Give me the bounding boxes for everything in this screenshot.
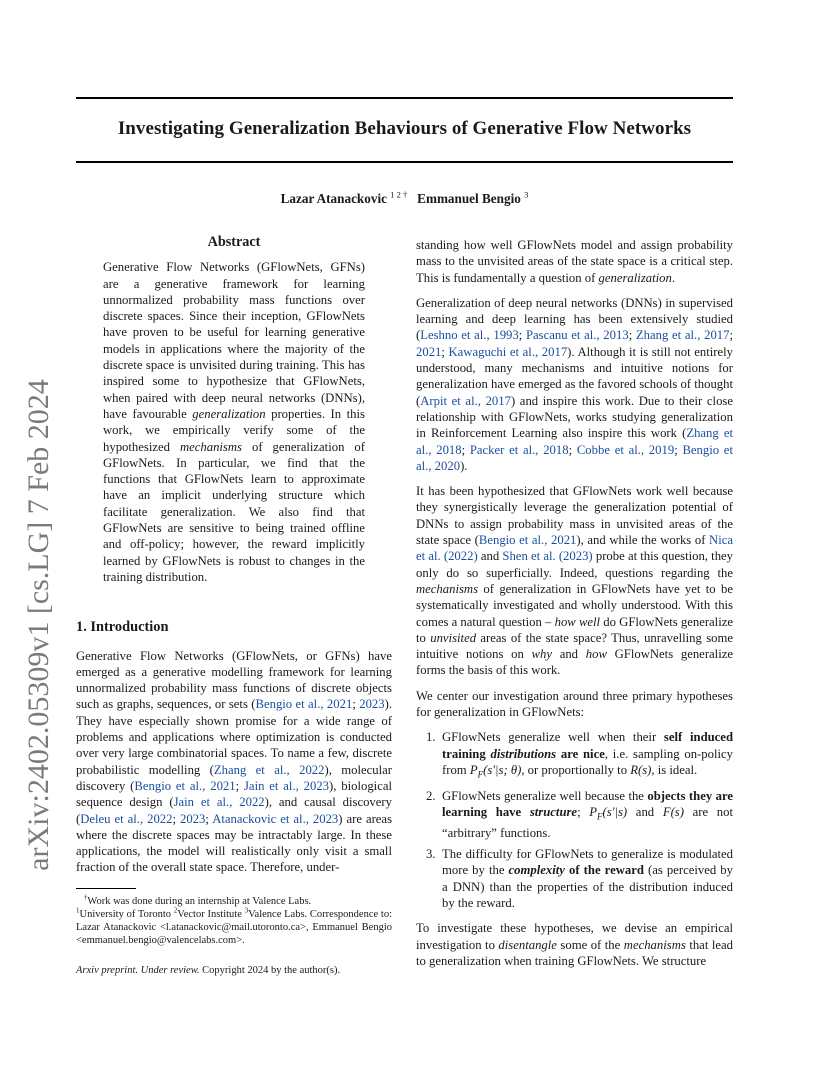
body-text: Generalization of deep neural networks (DNNs) in supervised learning and deep learning has been extensively studied ( xyxy=(416,295,733,343)
body-text: probe at this question, they only do so superficially. Indeed, questions regarding the xyxy=(416,549,734,580)
body-paragraph: We center our investigation around three primary hypotheses for generalization in GFlowNets: xyxy=(416,688,733,720)
body-text: ; xyxy=(172,811,181,826)
citation-link[interactable]: Jain et al., 2022 xyxy=(173,795,265,810)
math-expression: F(s) xyxy=(662,805,684,820)
body-text: ; xyxy=(674,442,683,457)
citation-link[interactable]: Leshno et al., 1993 xyxy=(420,328,519,343)
citation-link[interactable]: Bengio et al., 2020 xyxy=(416,442,733,473)
bold-text: objects they are learning have xyxy=(442,788,734,820)
citation-link[interactable]: Bengio et al., 2021 xyxy=(478,533,577,548)
footnote-text: Work was done during an internship at Valence Labs. xyxy=(87,895,312,907)
math-symbol: (s′|s) xyxy=(602,805,628,820)
citation-link[interactable]: 2023 xyxy=(180,811,206,826)
footnote-text: University of Toronto xyxy=(79,908,174,920)
right-column xyxy=(416,237,733,978)
emphasis: how well xyxy=(554,614,601,629)
bold-text: of the reward xyxy=(564,863,644,878)
abstract-text: properties. In this work, we empirically verify some of the hypothesized xyxy=(103,406,365,454)
abstract-emphasis: mechanisms xyxy=(179,439,242,454)
body-paragraph xyxy=(416,920,733,969)
body-text: areas of the state space? Thus, unravelling some intuitive notions on xyxy=(416,630,733,662)
bold-text: are nice xyxy=(556,746,605,761)
citation-link[interactable]: Nica et al. (2022) xyxy=(416,533,733,564)
author-name: Emmanuel Bengio xyxy=(417,191,521,206)
arxiv-identifier: arXiv:2402.05309v1 [cs.LG] 7 Feb 2024 xyxy=(22,379,55,871)
math-expression: R(s) xyxy=(630,762,652,777)
body-text: , i.e. sampling on-policy from xyxy=(442,746,733,777)
left-column xyxy=(76,234,392,979)
body-text: GFlowNets generalize forms the basis of this work. xyxy=(416,647,733,678)
citation-link[interactable]: 2023 xyxy=(359,697,385,712)
emphasis: how xyxy=(585,647,607,662)
body-text: are not “arbitrary” functions. xyxy=(442,805,733,840)
body-text: GFlowNets generalize well when their xyxy=(442,730,664,745)
body-paragraph xyxy=(416,237,733,286)
citation-link[interactable]: Shen et al. (2023) xyxy=(502,549,593,564)
footnote-text: Valence Labs. Correspondence to: Lazar Atanackovic <l.atanackovic@mail.utoronto.ca>, Emmanuel Bengio <emmanuel.bengio@valencelabs.com>. xyxy=(76,908,392,947)
body-text: ; xyxy=(729,328,734,343)
author-affiliation-marks: 1 2 † xyxy=(390,189,408,200)
body-text: GFlowNets generalize well because the xyxy=(442,788,648,803)
citation-link[interactable]: Deleu et al., 2022 xyxy=(80,811,173,826)
body-text: and xyxy=(551,647,586,662)
citation-link[interactable]: Bengio et al., 2021 xyxy=(134,778,236,793)
author-affiliation-marks: 3 xyxy=(524,189,529,200)
body-paragraph xyxy=(416,295,733,474)
footnote-mark: 1 xyxy=(76,906,80,915)
body-text: The difficulty for GFlowNets to generalize is modulated more by the xyxy=(442,847,733,878)
math-symbol: P xyxy=(589,805,598,820)
body-text: ; xyxy=(518,328,526,343)
body-text: It has been hypothesized that GFlowNets work well because they synergistically leverage the generalization potential of DNNs to assign probability mass in unvisited areas of the state space ( xyxy=(416,484,733,548)
footnote-mark: 2 xyxy=(173,906,178,915)
footnote-rule xyxy=(76,888,136,889)
citation-link[interactable]: Jain et al., 2023 xyxy=(244,778,330,793)
citation-link[interactable]: Packer et al., 2018 xyxy=(469,442,569,457)
hypothesis-item xyxy=(416,788,733,841)
emphasis: unvisited xyxy=(430,630,477,645)
body-paragraph xyxy=(416,483,733,679)
section-heading-introduction: 1. Introduction xyxy=(76,619,169,636)
body-text: of generalization in GFlowNets have yet to be systematically investigated and wholly understood. With this comes a natural question – xyxy=(416,581,733,629)
body-text: Generative Flow Networks (GFlowNets, or GFNs) have emerged as a generative modelling framework for learning unnormalized probability mass functions of discrete objects such as graphs, sequences, or sets ( xyxy=(76,648,392,712)
body-text: ) are areas where the discrete spaces may be intractably large. In these applications, the model will realistically only visit a small fraction of the overall state space. Therefore, under- xyxy=(76,811,393,875)
body-text: and xyxy=(477,549,503,564)
body-text: ; xyxy=(461,442,470,457)
hypothesis-item xyxy=(416,846,733,911)
bold-emphasis: complexity xyxy=(508,863,565,878)
body-text: do GFlowNets generalize to xyxy=(416,614,733,645)
title-top-rule xyxy=(76,97,733,99)
list-number: 3. xyxy=(426,847,436,862)
author-list xyxy=(76,191,733,207)
body-text: ). Although it is still not entirely understood, many mechanisms and intuitive notions for generalization have emerged as the favored schools of thought ( xyxy=(416,344,733,408)
body-text: To investigate these hypotheses, we devise an empirical investigation to xyxy=(416,921,733,952)
body-text: some of the xyxy=(556,937,624,952)
body-text: ; xyxy=(628,328,636,343)
body-text: ; xyxy=(441,344,449,359)
bold-emphasis: distributions xyxy=(490,746,557,761)
body-text: ; xyxy=(205,811,213,826)
body-text: , is ideal. xyxy=(651,762,698,777)
citation-link[interactable]: 2021 xyxy=(416,344,442,359)
intro-paragraph xyxy=(76,648,392,876)
abstract-text: Generative Flow Networks (GFlowNets, GFNs) are a generative framework for learning unnormalized probability mass functions over discrete spaces. Since their inception, GFlowNets have proven to be useful for learning generative models in applications where the majority of the discrete space is unvisited during training. This has inspired some to hypothesize that GFlowNets, when paired with deep neural networks (DNNs), have favourable xyxy=(103,260,365,421)
hypothesis-item xyxy=(416,729,733,782)
math-symbol: P xyxy=(469,762,478,777)
body-text: ) and inspire this work. Due to their close relationship with GFlowNets, works studying generalization in Reinforcement Learning also inspire this work ( xyxy=(416,393,733,441)
math-expression xyxy=(589,805,628,822)
citation-link[interactable]: Zhang et al., 2022 xyxy=(213,762,325,777)
body-text: ). They have especially shown promise for a wide range of problems and applications where optimization is conducted over very large combinatorial spaces. To name a few, discrete probabilistic modelling ( xyxy=(76,697,392,777)
math-subscript: F xyxy=(477,769,484,780)
title-bottom-rule xyxy=(76,161,733,163)
citation-link[interactable]: Bengio et al., 2021 xyxy=(255,697,353,712)
citation-link[interactable]: Zhang et al., 2018 xyxy=(416,426,733,457)
bold-emphasis: structure xyxy=(529,805,578,820)
author-name: Lazar Atanackovic xyxy=(280,191,387,206)
body-text: ; xyxy=(568,442,577,457)
emphasis: generalization xyxy=(598,270,672,285)
citation-link[interactable]: Pascanu et al., 2013 xyxy=(525,328,629,343)
emphasis: disentangle xyxy=(498,937,557,952)
body-text: ; xyxy=(235,778,244,793)
preprint-notice xyxy=(76,963,392,979)
citation-link[interactable]: Atanackovic et al., 2023 xyxy=(212,811,339,826)
footnote-text: Vector Institute xyxy=(177,908,245,920)
list-number: 1. xyxy=(426,730,436,745)
emphasis: mechanisms xyxy=(416,581,479,596)
footnote-mark: 3 xyxy=(244,906,249,915)
math-expression xyxy=(469,762,522,780)
preprint-text: Copyright 2024 by the author(s). xyxy=(199,964,341,976)
footnote-mark: † xyxy=(83,893,88,902)
body-text: ), biological sequence design ( xyxy=(76,778,392,810)
paper-title: Investigating Generalization Behaviours of Generative Flow Networks xyxy=(117,118,692,139)
footnote xyxy=(76,895,392,948)
body-text: ; xyxy=(577,805,590,820)
body-text: and xyxy=(627,805,663,820)
math-subscript: F xyxy=(597,811,603,822)
body-text: standing how well GFlowNets model and assign probability mass to the unvisited areas of the state space is a critical step. This is fundamentally a question of xyxy=(416,238,733,285)
abstract-heading: Abstract xyxy=(207,234,261,250)
body-text: ). xyxy=(460,458,468,473)
abstract-emphasis: generalization xyxy=(192,406,266,421)
body-text: , or proportionally to xyxy=(521,762,631,777)
hypothesis-list xyxy=(416,729,733,911)
math-symbol: (s′|s; θ) xyxy=(483,762,522,777)
body-text: (as perceived by a DNN) than the properties of the distribution induced by the reward. xyxy=(442,863,733,911)
bold-text: self induced training xyxy=(442,730,733,761)
preprint-italic: Arxiv preprint. Under review. xyxy=(76,964,200,976)
body-text: ; xyxy=(352,697,360,712)
body-text: that lead to generalization when training GFlowNets. We structure xyxy=(416,937,733,968)
citation-link[interactable]: Kawaguchi et al., 2017 xyxy=(448,344,568,359)
body-text: ), molecular discovery ( xyxy=(76,762,392,793)
citation-link[interactable]: Cobbe et al., 2019 xyxy=(576,442,675,457)
list-number: 2. xyxy=(426,788,436,803)
citation-link[interactable]: Zhang et al., 2017 xyxy=(635,328,730,343)
body-text: ), and while the works of xyxy=(576,533,710,548)
body-text: . xyxy=(671,270,676,285)
citation-link[interactable]: Arpit et al., 2017 xyxy=(420,393,511,408)
body-text: ), and causal discovery ( xyxy=(76,795,392,826)
emphasis: mechanisms xyxy=(623,937,686,952)
emphasis: why xyxy=(531,647,552,662)
abstract-text: of generalization of GFlowNets. In particular, we find that the functions that GFlowNets learn to approximate have an implicit underlying structure which facilitate generalization. We also find that GFlowNets are sensitive to being trained offline and off-policy; however, the reward implicitly learned by GFlowNets is robust to changes in the training distribution. xyxy=(103,439,365,584)
abstract-body xyxy=(103,259,365,585)
